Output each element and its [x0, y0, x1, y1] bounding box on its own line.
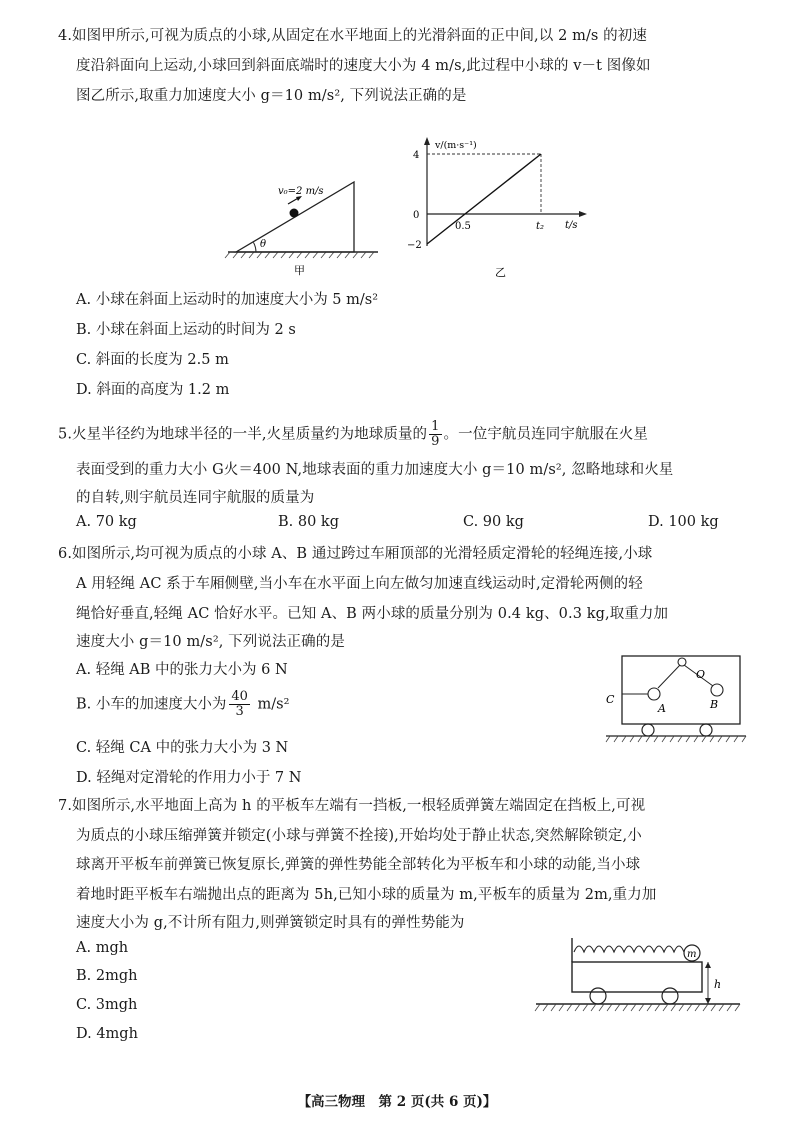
- tick-0: 0: [413, 210, 420, 221]
- height-arrow-down-icon: [705, 998, 711, 1004]
- flatcar-wheel-left: [590, 988, 606, 1004]
- q7-line-5: 速度大小为 g,不计所有阻力,则弹簧锁定时具有的弹性势能为: [76, 915, 465, 931]
- label-a: A: [658, 702, 666, 715]
- rope-a: [658, 665, 680, 688]
- q6-fraction: [229, 690, 250, 719]
- q4-option-c: C. 斜面的长度为 2.5 m: [76, 352, 229, 368]
- q5-frac-den: 9: [431, 434, 440, 449]
- q7-line-1: 7.如图所示,水平地面上高为 h 的平板车左端有一挡板,一根轻质弹簧左端固定在挡板上,可视: [58, 798, 646, 814]
- q6-option-a: A. 轻绳 AB 中的张力大小为 6 N: [76, 662, 288, 678]
- label-m: m: [687, 949, 697, 960]
- v-axis-arrow-icon: [424, 137, 430, 145]
- q6-option-b: [76, 690, 289, 719]
- q5-option-c: C. 90 kg: [463, 514, 524, 530]
- q6-option-b-unit: m/s²: [257, 696, 290, 713]
- q4-line-3: 图乙所示,取重力加速度大小 g＝10 m/s², 下列说法正确的是: [76, 88, 467, 104]
- incline-figure: [222, 168, 387, 278]
- q7-line-2: 为质点的小球压缩弹簧并锁定(小球与弹簧不拴接),开始均处于静止状态,突然解除锁定,小: [76, 828, 642, 844]
- tick-minus-2: −2: [407, 240, 422, 251]
- t-axis-label: t/s: [565, 220, 578, 231]
- q5-option-d: D. 100 kg: [648, 514, 719, 530]
- q5-line-1-post: 。一位宇航员连同宇航服在火星: [443, 426, 648, 443]
- v0-label: v₀=2 m/s: [278, 186, 324, 197]
- q6-line-2: A 用轻绳 AC 系于车厢侧壁,当小车在水平面上向左做匀加速直线运动时,定滑轮两侧的轻: [76, 576, 643, 592]
- label-b: B: [710, 698, 719, 711]
- q7-option-b: B. 2mgh: [76, 968, 138, 984]
- q5-line-3: 的自转,则宇航员连同宇航服的质量为: [76, 490, 315, 506]
- vt-line: [427, 154, 541, 244]
- q6-line-4: 速度大小 g＝10 m/s², 下列说法正确的是: [76, 634, 345, 650]
- q4-line-2: 度沿斜面向上运动,小球回到斜面底端时的速度大小为 4 m/s,此过程中小球的 v－t 图像如: [76, 58, 651, 74]
- q5-line-1-pre: 5.火星半径约为地球半径的一半,火星质量约为地球质量的: [58, 426, 428, 443]
- q5-line-2: 表面受到的重力大小 G火＝400 N,地球表面的重力加速度大小 g＝10 m/s², 忽略地球和火星: [76, 462, 674, 478]
- flatcar-wheel-right: [662, 988, 678, 1004]
- label-h: h: [714, 978, 722, 991]
- angle-arc: [254, 243, 257, 253]
- q4-option-b: B. 小球在斜面上运动的时间为 2 s: [76, 322, 296, 338]
- flatcar-spring-figure: [530, 930, 745, 1025]
- fig-jia-caption: 甲: [294, 264, 305, 277]
- q4-option-a: A. 小球在斜面上运动时的加速度大小为 5 m/s²: [76, 292, 379, 308]
- q4-line-1: 4.如图甲所示,可视为质点的小球,从固定在水平地面上的光滑斜面的正中间,以 2 m/s 的初速: [58, 28, 647, 44]
- q6-line-3: 绳恰好垂直,轻绳 AC 恰好水平。已知 A、B 两小球的质量分别为 0.4 kg、0.3 kg,取重力加: [76, 606, 669, 622]
- page-footer: 【高三物理 第 2 页(共 6 页)】: [297, 1094, 497, 1110]
- label-c: C: [606, 693, 615, 706]
- ball: [290, 209, 299, 218]
- vt-graph: [405, 134, 595, 284]
- q6-line-1: 6.如图所示,均可视为质点的小球 A、B 通过跨过车厢顶部的光滑轻质定滑轮的轻绳连接,小球: [58, 546, 653, 562]
- q6-option-c: C. 轻绳 CA 中的张力大小为 3 N: [76, 740, 289, 756]
- label-o: O: [696, 668, 706, 681]
- v-axis-label: v/(m·s⁻¹): [435, 140, 477, 151]
- q6-frac-den: 3: [235, 704, 244, 719]
- q5-option-a: A. 70 kg: [76, 514, 137, 530]
- height-arrow-up-icon: [705, 962, 711, 968]
- q4-option-d: D. 斜面的高度为 1.2 m: [76, 382, 230, 398]
- q7-line-3: 球离开平板车前弹簧已恢复原长,弹簧的弹性势能全部转化为平板车和小球的动能,当小球: [76, 857, 641, 873]
- tick-t2: t₂: [536, 221, 545, 232]
- angle-label: θ: [260, 239, 267, 250]
- cart-pulley-figure: [600, 650, 750, 750]
- ball-b: [711, 684, 723, 696]
- q5-option-b: B. 80 kg: [278, 514, 340, 530]
- cart-wheel-right: [700, 724, 712, 736]
- q6-option-b-pre: B. 小车的加速度大小为: [76, 696, 227, 713]
- q5-frac-num: 1: [431, 419, 440, 434]
- cart-wheel-left: [642, 724, 654, 736]
- tick-4: 4: [413, 150, 420, 161]
- q5-line-1: [58, 420, 648, 449]
- t-axis-arrow-icon: [579, 211, 587, 217]
- spring: [574, 946, 684, 952]
- q5-fraction: [429, 420, 441, 449]
- q7-option-a: A. mgh: [76, 940, 129, 956]
- q6-option-d: D. 轻绳对定滑轮的作用力小于 7 N: [76, 770, 302, 786]
- fig-yi-caption: 乙: [495, 266, 506, 279]
- q7-option-c: C. 3mgh: [76, 997, 138, 1013]
- flatcar-body: [572, 962, 702, 992]
- q6-frac-num: 40: [231, 689, 248, 704]
- pulley-icon: [678, 658, 686, 666]
- ball-a: [648, 688, 660, 700]
- q7-option-d: D. 4mgh: [76, 1026, 138, 1042]
- tick-0-5: 0.5: [455, 221, 471, 232]
- q7-line-4: 着地时距平板车右端抛出点的距离为 5h,已知小球的质量为 m,平板车的质量为 2m,重力加: [76, 887, 657, 903]
